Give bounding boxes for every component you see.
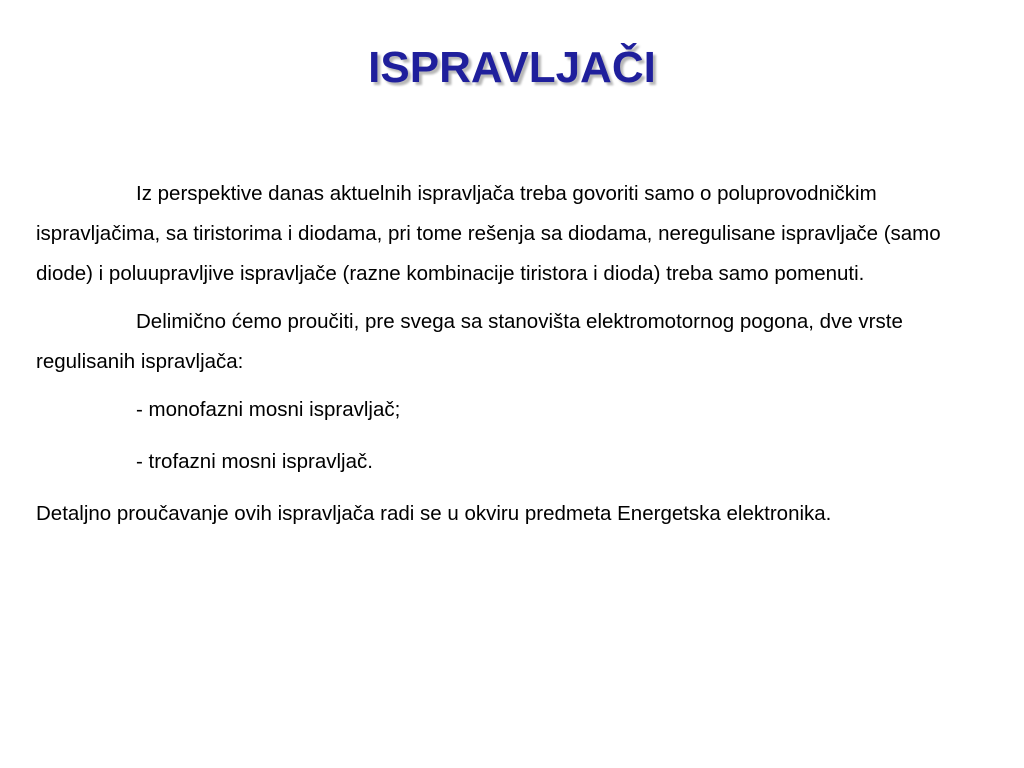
slide-body [36,174,996,534]
paragraph-intro: Iz perspektive danas aktuelnih ispravljača treba govoriti samo o poluprovodničkim ispravljačima, sa tiristorima i diodama, pri tome rešenja sa diodama, neregulisane ispravljače (samo diode) i poluupravljive ispravljače (razne kombinacije tiristora i dioda) treba samo pomenuti. [36,182,941,285]
paragraph-study: Delimično ćemo proučiti, pre svega sa stanovišta elektromotornog pogona, dve vrste regulisanih ispravljača: [36,310,903,373]
list-item-trofazni: - trofazni mosni ispravljač. [136,450,373,473]
slide-title: ISPRAVLJAČI [368,43,656,92]
paragraph-conclusion: Detaljno proučavanje ovih ispravljača radi se u okviru predmeta Energetska elektronika. [36,502,832,525]
list-item-monofazni: - monofazni mosni ispravljač; [136,398,401,421]
